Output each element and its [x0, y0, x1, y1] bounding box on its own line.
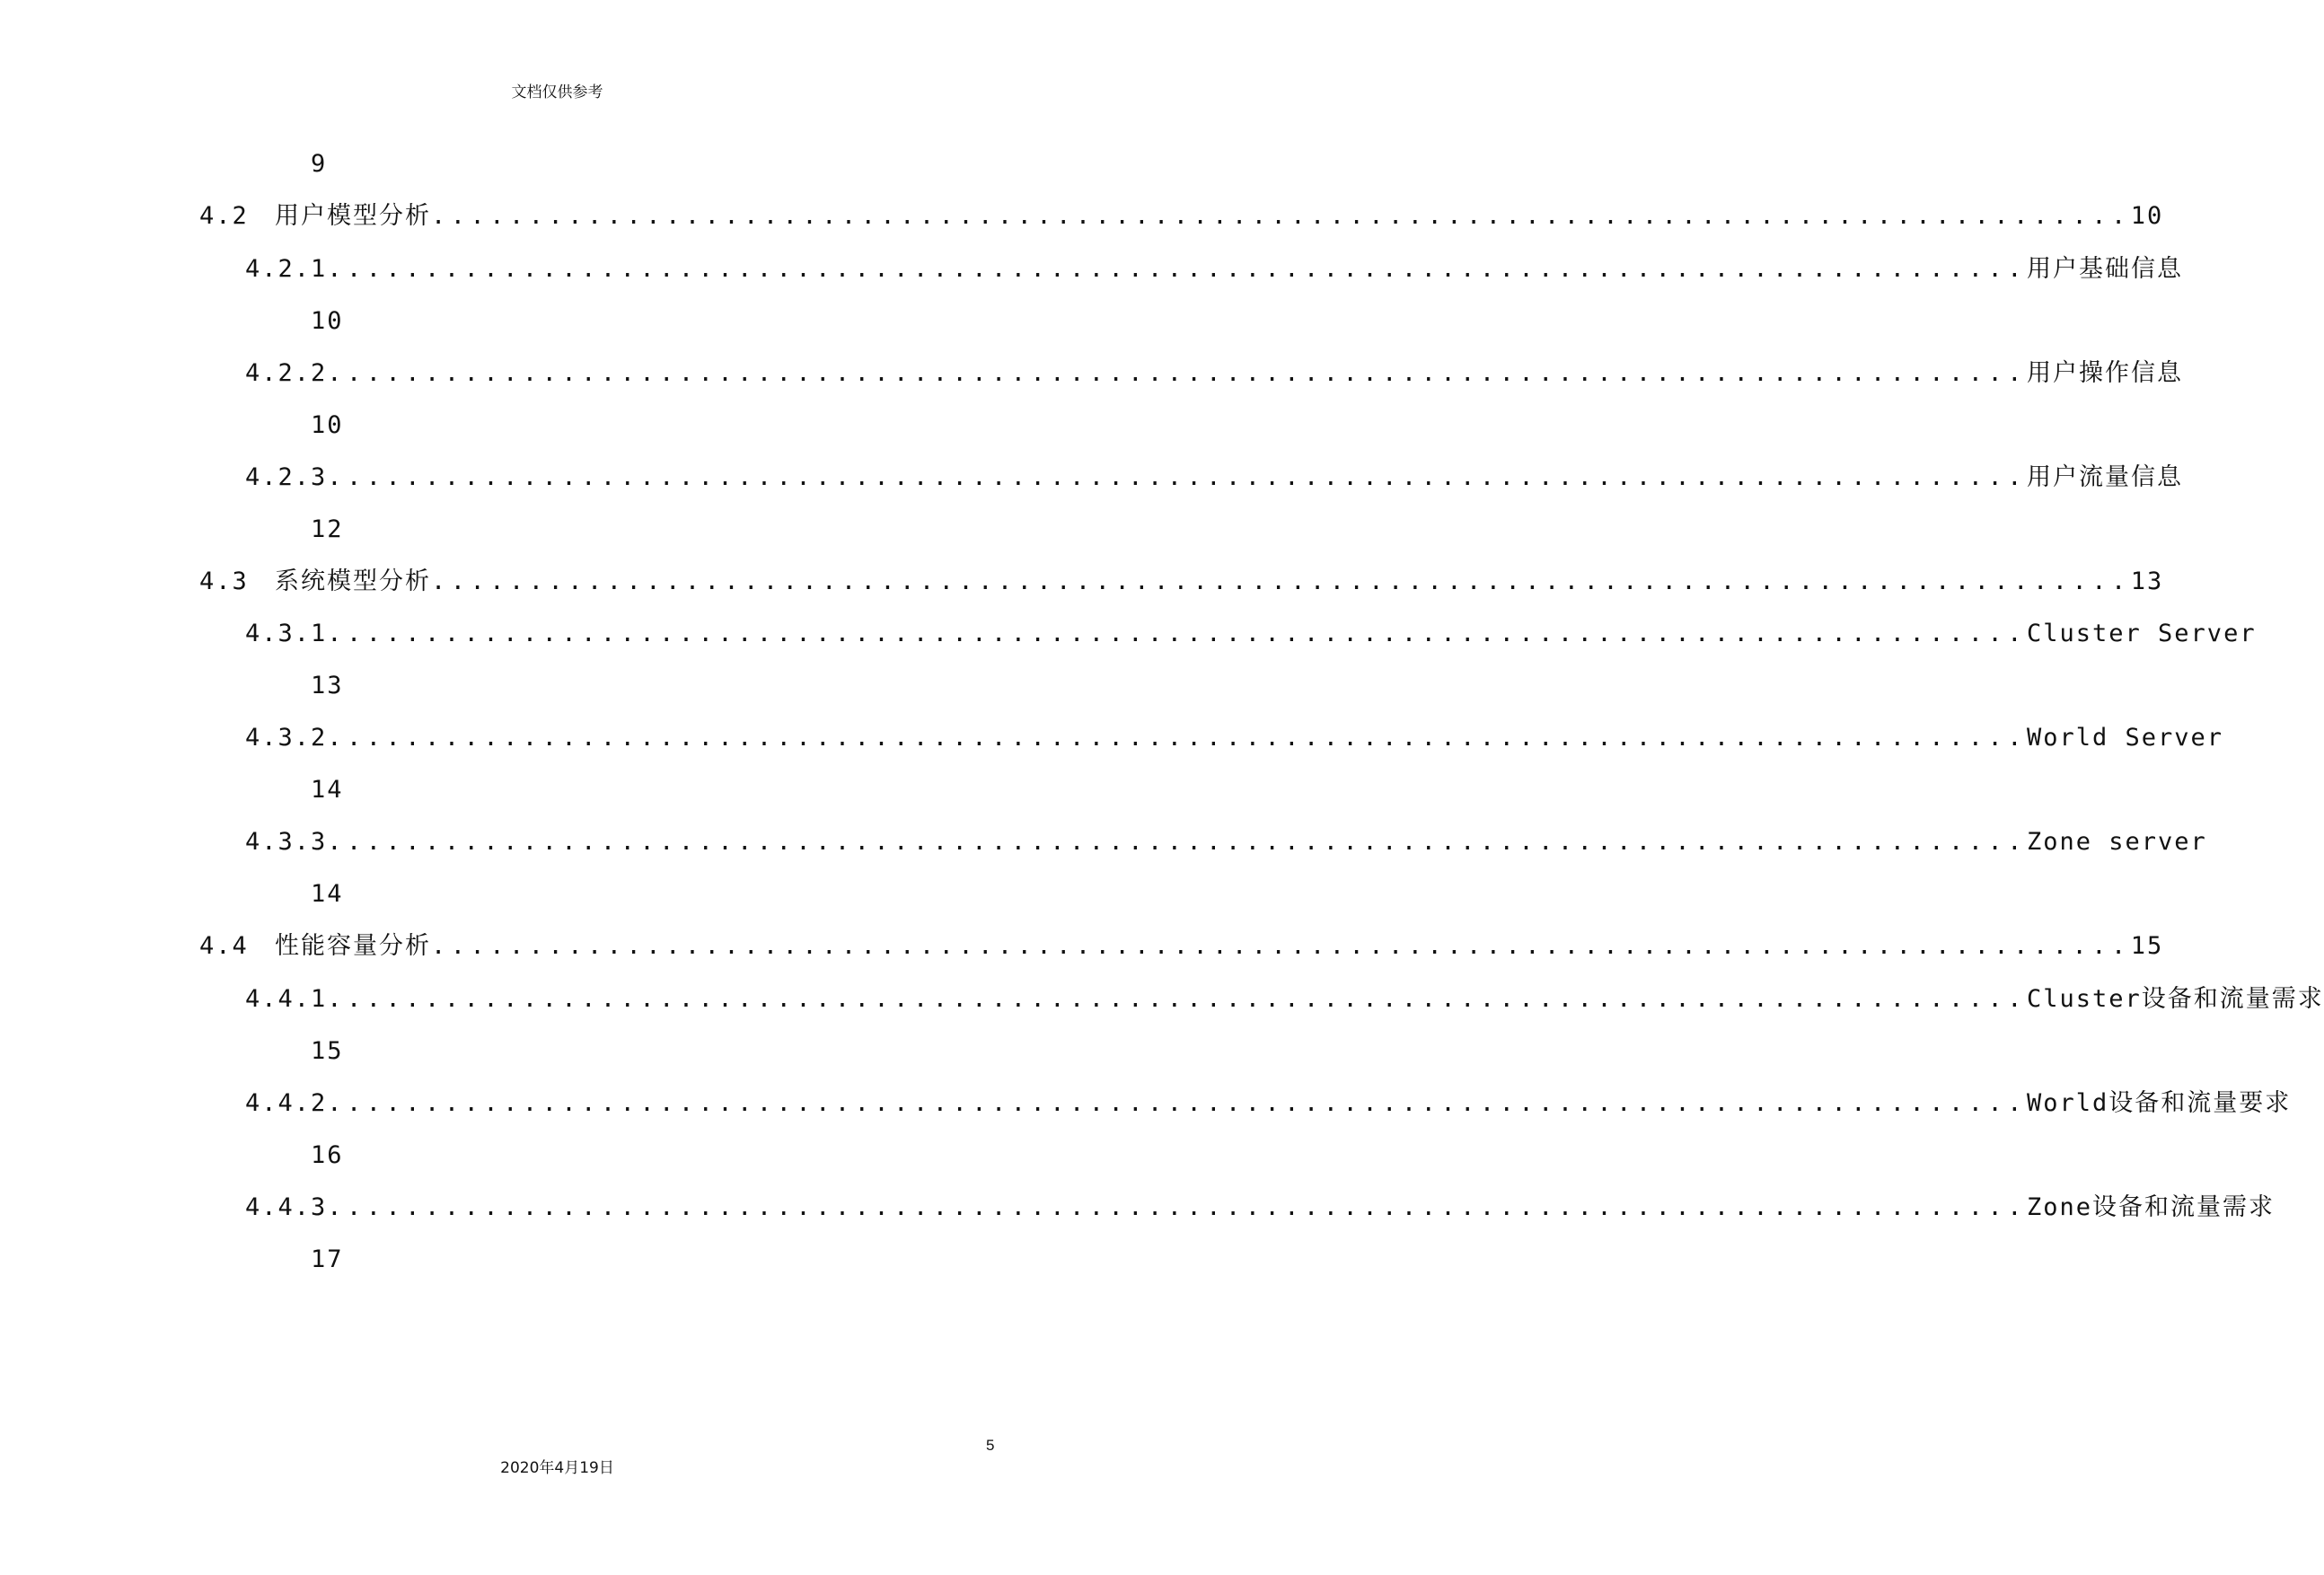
toc-entry-title: Zone设备和流量需求: [2027, 1193, 2276, 1221]
toc-entry-title: Cluster设备和流量需求: [2027, 985, 2324, 1013]
toc-page-number: 16: [311, 1141, 344, 1169]
toc-leader-dots: .......................................................................................: [327, 620, 2027, 647]
toc-entry-page: 15: [2130, 932, 2164, 960]
toc-entry-number: 4.2.1: [245, 255, 328, 283]
toc-entry-4-3[interactable]: [199, 564, 2164, 600]
footer-date: 2020年4月19日: [500, 1459, 614, 1477]
toc-entry-page: 10: [2130, 202, 2164, 230]
toc-page-number: 10: [311, 411, 344, 439]
toc-entry-4-3-2[interactable]: [245, 720, 2224, 756]
toc-entry-title: Cluster Server: [2027, 620, 2257, 647]
toc-entry-number: 4.4: [199, 932, 249, 960]
toc-entry-number: 4.2.2: [245, 359, 328, 387]
toc-page-number: 14: [311, 776, 344, 804]
toc-leader-dots: .......................................................................................: [327, 724, 2027, 752]
toc-page-number: 17: [311, 1245, 344, 1273]
toc-leader-dots: .......................................................................................: [327, 985, 2027, 1013]
toc-entry-title: 用户操作信息: [2027, 359, 2183, 387]
toc-page-number: 10: [311, 307, 344, 335]
header-note: 文档仅供参考: [511, 84, 603, 101]
toc-entry-title: Zone server: [2027, 828, 2207, 856]
toc-page-number: 13: [311, 672, 344, 700]
toc-leader-dots: .......................................................................................: [431, 932, 2131, 960]
toc-leader-dots: .......................................................................................: [327, 359, 2027, 387]
toc-entry-number: 4.3: [199, 568, 249, 595]
toc-leader-dots: .......................................................................................: [327, 1193, 2027, 1221]
toc-entry-title: 用户基础信息: [2027, 255, 2183, 283]
toc-entry-number: 4.3.2: [245, 724, 328, 752]
toc-entry-number: 4.2.3: [245, 463, 328, 491]
toc-leader-dots: .......................................................................................: [431, 568, 2131, 595]
toc-entry-4-2[interactable]: [199, 198, 2164, 234]
toc-entry-title: 用户流量信息: [2027, 463, 2183, 491]
toc-entry-title: 系统模型分析: [275, 568, 431, 595]
toc-entry-number: 4.4.2: [245, 1089, 328, 1117]
toc-entry-4-4-2[interactable]: [245, 1086, 2292, 1122]
toc-entry-4-2-1[interactable]: [245, 251, 2183, 287]
toc-leader-dots: .......................................................................................: [327, 255, 2027, 283]
toc-entry-number: 4.2: [199, 202, 249, 230]
toc-entry-4-4-3[interactable]: [245, 1190, 2276, 1226]
toc-page-number: 12: [311, 515, 344, 543]
toc-entry-title: 用户模型分析: [275, 202, 431, 230]
toc-page-number: 15: [311, 1037, 344, 1065]
toc-entry-4-3-1[interactable]: [245, 616, 2257, 652]
toc-page-number: 14: [311, 880, 344, 908]
toc-entry-4-4-1[interactable]: [245, 981, 2324, 1017]
toc-leader-dots: .......................................................................................: [327, 1089, 2027, 1117]
toc-leader-dots: .......................................................................................: [431, 202, 2131, 230]
toc-entry-page: 13: [2130, 568, 2164, 595]
toc-entry-4-3-3[interactable]: [245, 824, 2207, 860]
page-number: 5: [986, 1437, 995, 1454]
toc-entry-title: 性能容量分析: [275, 932, 431, 960]
toc-entry-number: 4.4.1: [245, 985, 328, 1013]
toc-entry-number: 4.4.3: [245, 1193, 328, 1221]
toc-entry-4-2-3[interactable]: [245, 460, 2183, 496]
toc-entry-number: 4.3.3: [245, 828, 328, 856]
toc-page-number: 9: [311, 150, 328, 178]
toc-entry-4-2-2[interactable]: [245, 356, 2183, 392]
toc-leader-dots: .......................................................................................: [327, 828, 2027, 856]
toc-entry-4-4[interactable]: [199, 928, 2164, 964]
toc-leader-dots: .......................................................................................: [327, 463, 2027, 491]
toc-entry-title: World Server: [2027, 724, 2224, 752]
toc-entry-title: World设备和流量要求: [2027, 1089, 2292, 1117]
toc-entry-number: 4.3.1: [245, 620, 328, 647]
